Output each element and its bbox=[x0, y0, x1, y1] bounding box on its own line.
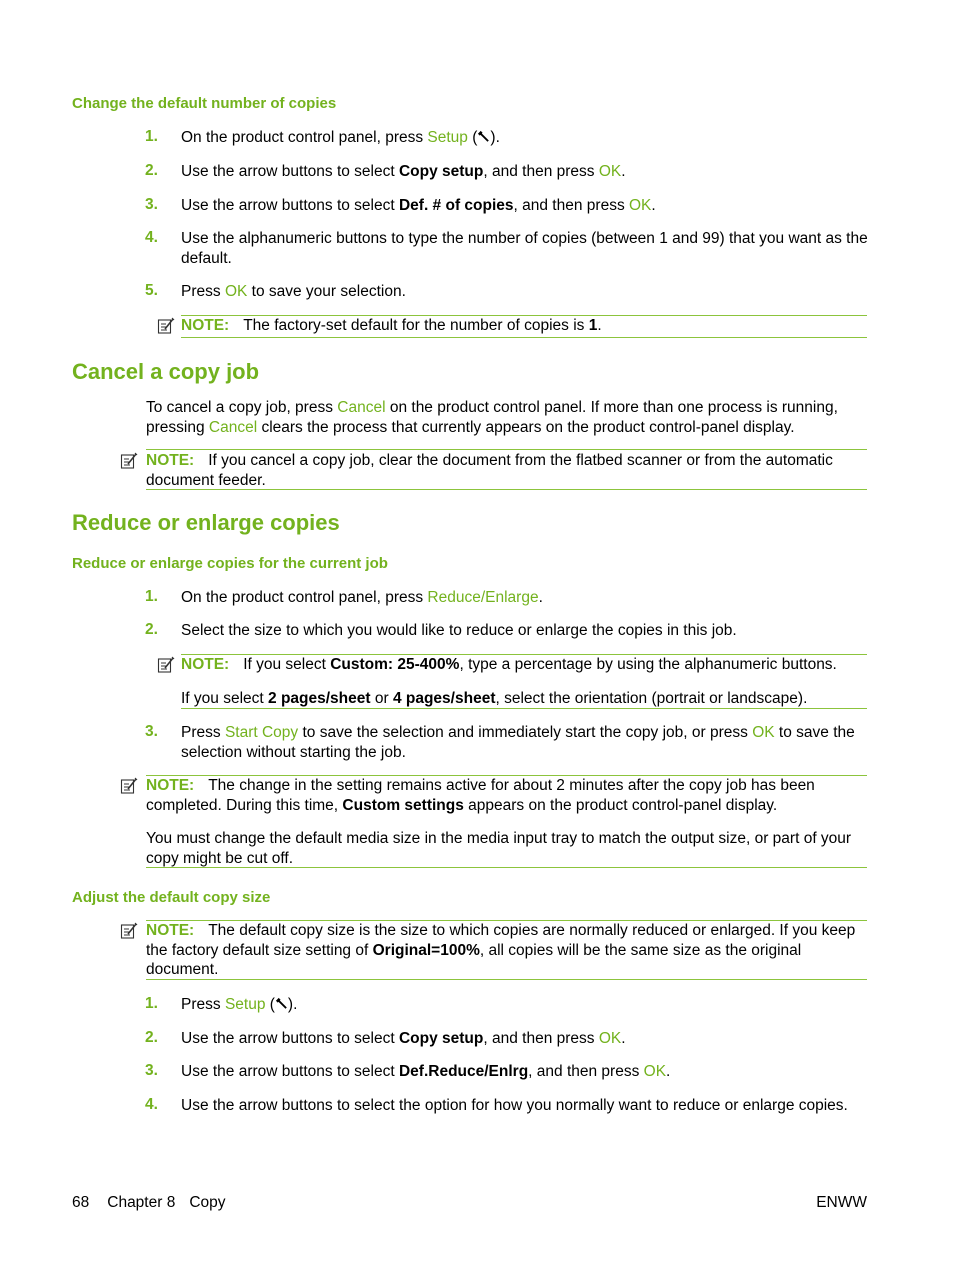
step-text: On the product control panel, press Reduce/Enlarge. bbox=[181, 589, 543, 606]
step-text: On the product control panel, press Setup ( ). bbox=[181, 129, 500, 146]
cancel-key: Cancel bbox=[337, 399, 386, 416]
step-text: Use the arrow buttons to select Def. # of copies, and then press OK. bbox=[181, 197, 656, 214]
step-text: Press Start Copy to save the selection and immediately start the copy job, or press OK to save the selection without starting the job. bbox=[181, 724, 855, 761]
step-text: Select the size to which you would like to reduce or enlarge the copies in this job. bbox=[181, 622, 737, 639]
note-pad-icon bbox=[120, 922, 138, 940]
heading-cancel-copy-job: Cancel a copy job bbox=[72, 359, 260, 384]
note-pad-icon bbox=[120, 452, 138, 470]
reduce-enlarge-key: Reduce/Enlarge bbox=[427, 589, 539, 606]
start-copy-key: Start Copy bbox=[224, 724, 299, 741]
step-text: Use the alphanumeric buttons to type the number of copies (between 1 and 99) that you want as the default. bbox=[181, 230, 868, 267]
step-text: Use the arrow buttons to select Copy setup, and then press OK. bbox=[181, 1030, 626, 1047]
note: NOTE: The change in the setting remains active for about 2 minutes after the copy job has been completed. During this time, Custom settings appears on the product control-panel display. bbox=[146, 777, 815, 814]
ok-key: OK bbox=[598, 163, 622, 180]
note-rule-bottom bbox=[146, 867, 867, 868]
note-rule-top bbox=[146, 449, 867, 450]
subheading-current-job: Reduce or enlarge copies for the current job bbox=[72, 555, 388, 572]
note: NOTE: If you cancel a copy job, clear the document from the flatbed scanner or from the automatic document feeder. bbox=[146, 452, 833, 489]
step-text: Use the arrow buttons to select Copy setup, and then press OK. bbox=[181, 163, 626, 180]
step-number: 5. bbox=[145, 282, 158, 299]
ok-key: OK bbox=[629, 197, 652, 214]
step-number: 1. bbox=[145, 995, 158, 1012]
note-continued: If you select 2 pages/sheet or 4 pages/sheet, select the orientation (portrait or landscape). bbox=[181, 690, 808, 707]
note-pad-icon bbox=[120, 777, 138, 795]
subheading-default-copy-size: Adjust the default copy size bbox=[72, 889, 271, 906]
step-number: 3. bbox=[145, 1062, 158, 1079]
step-number: 1. bbox=[145, 128, 158, 145]
step-text: Use the arrow buttons to select the option for how you normally want to reduce or enlarge copies. bbox=[181, 1097, 848, 1114]
step-number: 3. bbox=[145, 196, 158, 213]
setup-key: Setup bbox=[224, 996, 266, 1013]
note-continued: You must change the default media size in the media input tray to match the output size, or part of your copy might be cut off. bbox=[146, 830, 852, 867]
step-number: 2. bbox=[145, 621, 158, 638]
cancel-paragraph: To cancel a copy job, press Cancel on the product control panel. If more than one process is running, pressing Cancel clears the process that currently appears on the product control-panel display. bbox=[146, 399, 838, 436]
page-number: 68 bbox=[72, 1194, 90, 1211]
subheading-default-copies: Change the default number of copies bbox=[72, 95, 337, 112]
note-pad-icon bbox=[157, 317, 175, 335]
ok-key: OK bbox=[598, 1030, 622, 1047]
note-rule-bottom bbox=[146, 979, 867, 980]
note: NOTE: The factory-set default for the number of copies is 1. bbox=[181, 317, 602, 334]
ok-key: OK bbox=[752, 724, 775, 741]
step-number: 1. bbox=[145, 588, 158, 605]
note: NOTE: The default copy size is the size to which copies are normally reduced or enlarged. If you keep the factory default size setting of Original=100%, all copies will be the same size as the original document. bbox=[146, 922, 856, 978]
step-text: Press OK to save your selection. bbox=[181, 283, 406, 300]
step-number: 2. bbox=[145, 1029, 158, 1046]
footer-right: ENWW bbox=[816, 1194, 867, 1211]
section-label: Copy bbox=[189, 1194, 226, 1211]
step-text: Press Setup ( ). bbox=[181, 996, 298, 1013]
heading-reduce-enlarge: Reduce or enlarge copies bbox=[72, 510, 340, 535]
wrench-icon bbox=[477, 130, 490, 143]
step-number: 2. bbox=[145, 162, 158, 179]
step-number: 4. bbox=[145, 229, 158, 246]
chapter-label: Chapter 8 bbox=[107, 1194, 176, 1211]
note: NOTE: If you select Custom: 25-400%, type a percentage by using the alphanumeric buttons. bbox=[181, 656, 837, 673]
note-rule-bottom bbox=[146, 489, 867, 490]
step-number: 4. bbox=[145, 1096, 158, 1113]
ok-key: OK bbox=[224, 283, 248, 300]
setup-key: Setup bbox=[427, 129, 468, 146]
step-number: 3. bbox=[145, 723, 158, 740]
footer-left bbox=[72, 1194, 226, 1212]
ok-key: OK bbox=[643, 1063, 667, 1080]
wrench-icon bbox=[275, 997, 288, 1010]
step-text: Use the arrow buttons to select Def.Reduce/Enlrg, and then press OK. bbox=[181, 1063, 671, 1080]
note-rule-bottom bbox=[181, 708, 867, 709]
cancel-key: Cancel bbox=[208, 418, 258, 436]
note-rule-bottom bbox=[181, 337, 867, 338]
note-pad-icon bbox=[157, 656, 175, 674]
